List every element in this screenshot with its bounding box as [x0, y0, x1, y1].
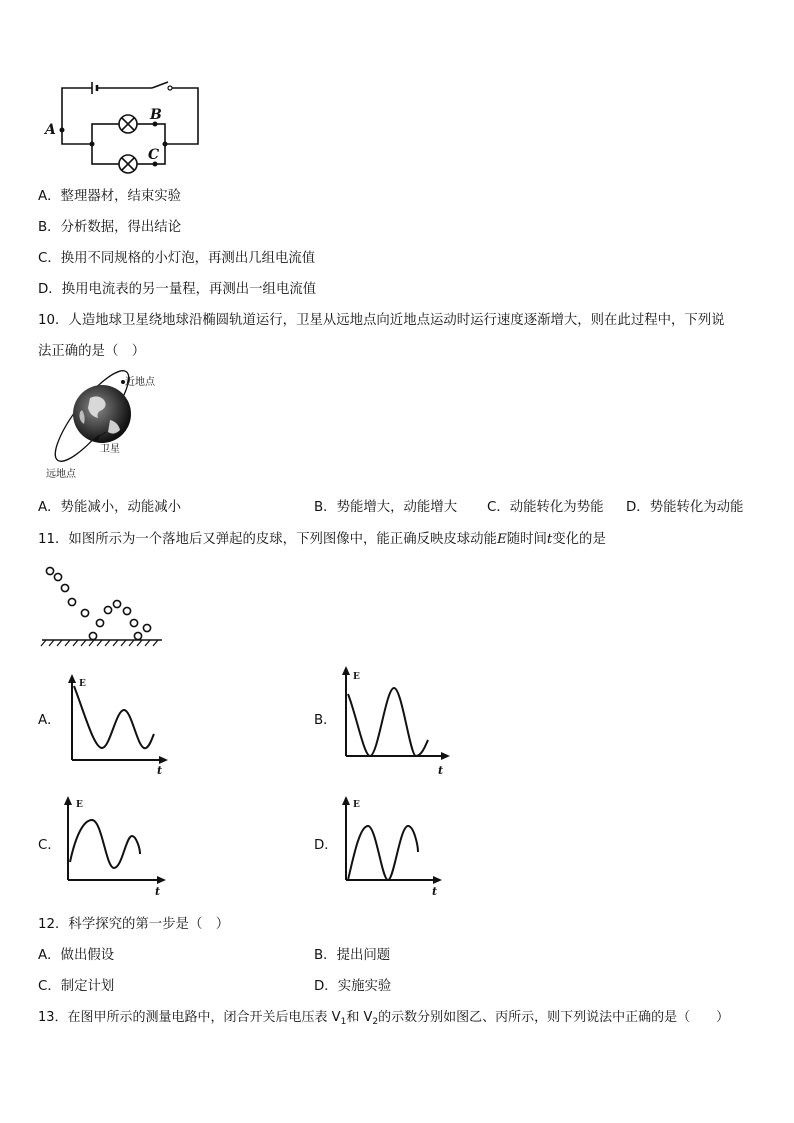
graph-c-ylabel: E — [76, 800, 83, 810]
label-perigee: 近地点 — [125, 377, 155, 388]
graph-c-xlabel: t — [155, 885, 161, 898]
graph-d-label: D． — [314, 838, 338, 853]
q9-option-d: D．换用电流表的另一量程，再测出一组电流值 — [38, 282, 317, 297]
graph-a-label: A． — [38, 713, 61, 728]
graph-b-ylabel: E — [353, 672, 360, 682]
q13-stem-p1: 13．在图甲所示的测量电路中，闭合开关后电压表 V — [38, 1010, 341, 1025]
circuit-diagram — [40, 78, 210, 178]
graph-a-xlabel: t — [157, 764, 163, 777]
q10-stem-line2: 法正确的是（ ） — [38, 344, 146, 359]
label-c: C — [148, 147, 160, 163]
label-apogee: 远地点 — [46, 469, 76, 480]
graph-c-label: C． — [38, 838, 61, 853]
graph-d-xlabel: t — [432, 885, 438, 898]
label-satellite: 卫星 — [100, 444, 120, 455]
q13-sub2: 2 — [372, 1017, 379, 1027]
q11-stem-t: t — [546, 532, 553, 547]
q12-stem: 12．科学探究的第一步是（ ） — [38, 917, 230, 932]
q10-option-a: A．势能减小，动能减小 — [38, 500, 182, 515]
q12-option-d: D．实施实验 — [314, 979, 392, 994]
graph-d-ylabel: E — [353, 800, 360, 810]
q13-stem-p3: 的示数分别如图乙、丙所示，则下列说法中正确的是（ ） — [378, 1010, 730, 1025]
q13-stem-p2: 和 V — [346, 1010, 373, 1025]
q12-option-c: C．制定计划 — [38, 979, 115, 994]
q9-option-c: C．换用不同规格的小灯泡，再测出几组电流值 — [38, 251, 316, 266]
q10-option-c: C．动能转化为势能 — [487, 500, 604, 515]
graph-b-label: B． — [314, 713, 337, 728]
q11-stem — [38, 531, 606, 549]
label-a: A — [45, 122, 56, 138]
q9-option-b: B．分析数据，得出结论 — [38, 220, 182, 235]
bouncing-ball-figure — [38, 562, 168, 648]
q10-option-b: B．势能增大，动能增大 — [314, 500, 458, 515]
q13-stem — [38, 1009, 729, 1031]
label-b: B — [150, 107, 162, 123]
q12-option-a: A．做出假设 — [38, 948, 115, 963]
q11-stem-after: 变化的是 — [552, 532, 606, 547]
graph-a-ylabel: E — [79, 679, 86, 689]
q11-stem-mid: 随时间 — [506, 532, 547, 547]
graph-b-xlabel: t — [438, 764, 444, 777]
q12-option-b: B．提出问题 — [314, 948, 391, 963]
q9-option-a: A．整理器材，结束实验 — [38, 189, 182, 204]
q13-sub1: 1 — [340, 1017, 347, 1027]
q10-option-d: D．势能转化为动能 — [626, 500, 744, 515]
q11-stem-e: E — [496, 532, 507, 547]
q10-stem-line1: 10．人造地球卫星绕地球沿椭圆轨道运行，卫星从远地点向近地点运动时运行速度逐渐增大，则在此过程中，下列说 — [38, 313, 725, 328]
q11-stem-before: 11．如图所示为一个落地后又弹起的皮球，下列图像中，能正确反映皮球动能 — [38, 532, 497, 547]
